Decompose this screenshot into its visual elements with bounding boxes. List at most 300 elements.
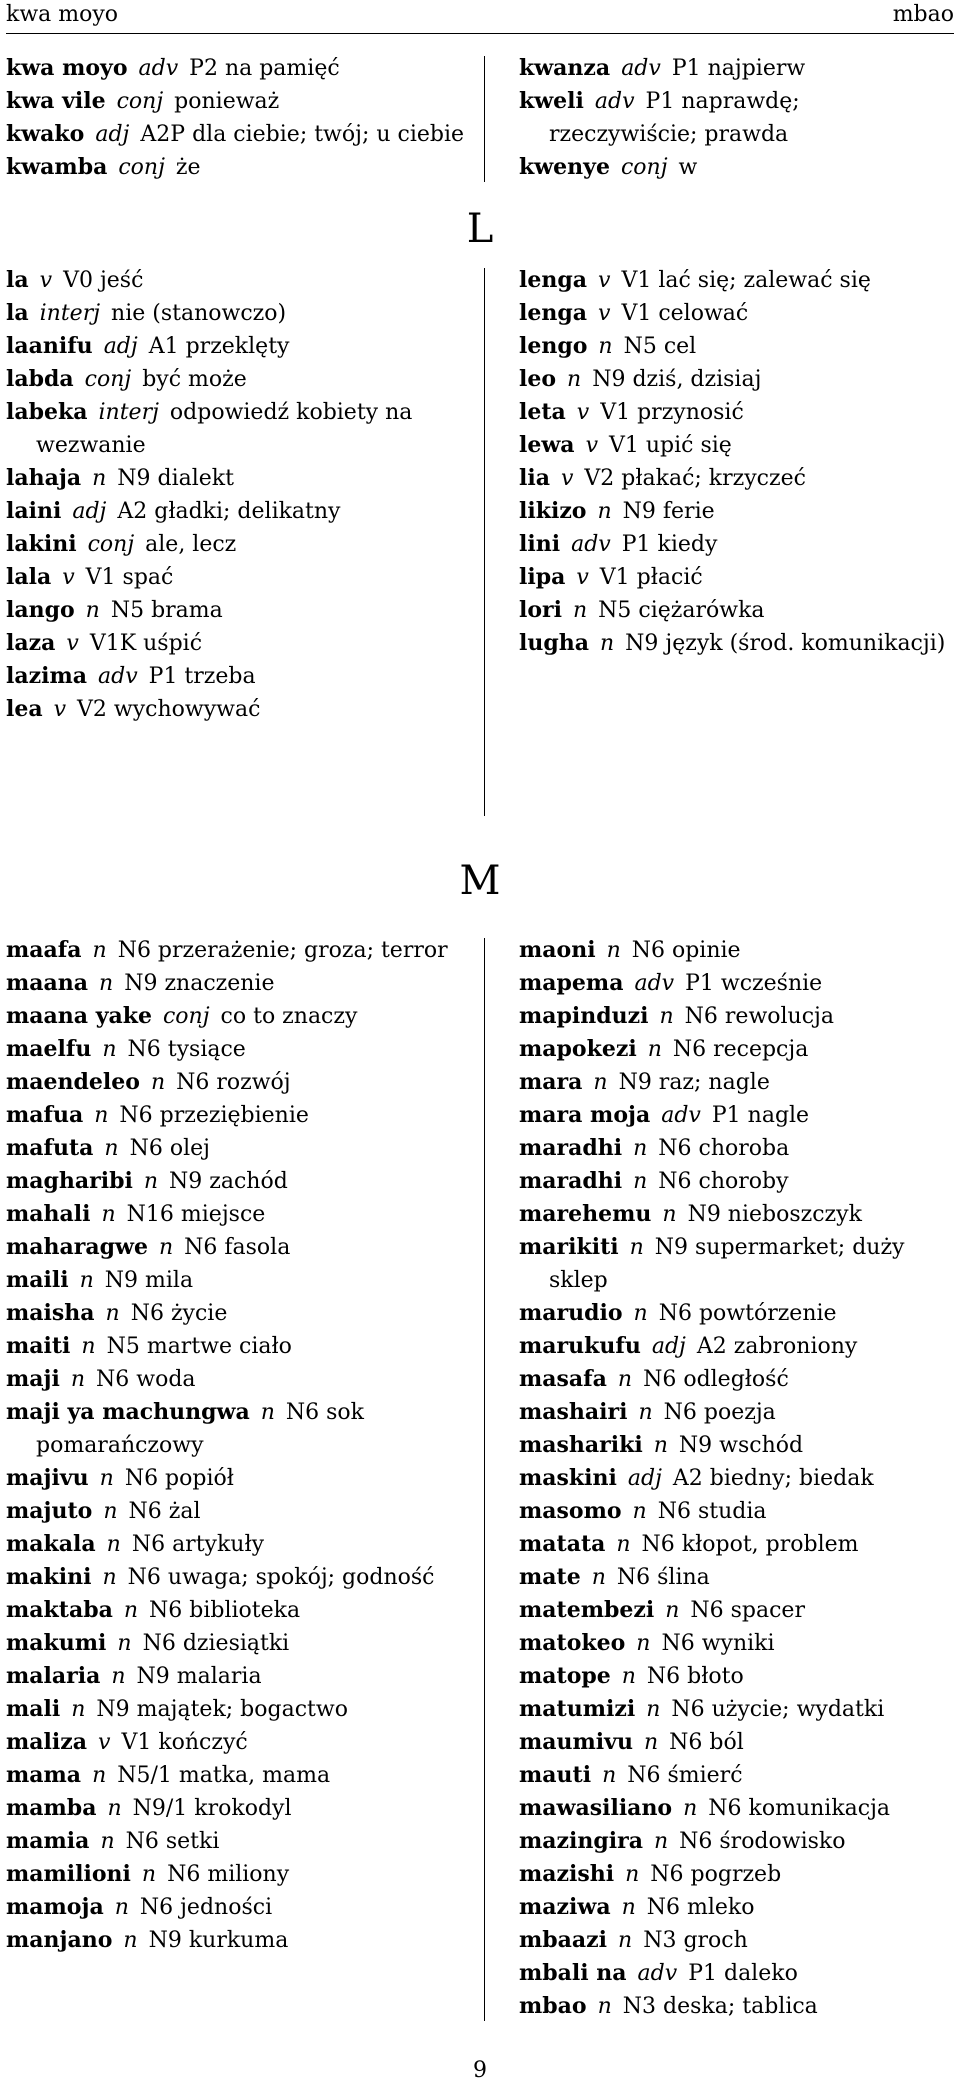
part-of-speech: conj: [116, 89, 164, 114]
headword: mamia: [6, 1828, 90, 1854]
headword: mbali na: [519, 1960, 627, 1986]
definition: N6 pogrzeb: [650, 1862, 782, 1887]
definition: N9 ferie: [622, 499, 715, 524]
dictionary-entry: [6, 967, 484, 1000]
definition: N6 fasola: [184, 1235, 291, 1260]
dictionary-entry: [6, 1099, 484, 1132]
part-of-speech: adj: [627, 1466, 662, 1491]
part-of-speech: n: [143, 1169, 159, 1194]
part-of-speech: v: [598, 268, 611, 293]
part-of-speech: v: [66, 631, 79, 656]
dictionary-entry: [6, 1759, 484, 1792]
definition: A2 zabroniony: [696, 1334, 858, 1359]
definition: P1 naprawdę; rzeczywiście; prawda: [549, 89, 800, 147]
definition: A1 przeklęty: [148, 334, 290, 359]
headword: lini: [519, 531, 561, 557]
running-header-left: kwa moyo: [6, 2, 119, 27]
definition: N9 język (środ. komunikacji): [625, 631, 946, 656]
headword: mazishi: [519, 1861, 615, 1887]
part-of-speech: n: [92, 466, 107, 491]
definition: V1 przynosić: [600, 400, 744, 425]
part-of-speech: n: [633, 1169, 648, 1194]
headword: lazima: [6, 663, 87, 689]
headword: mama: [6, 1762, 82, 1788]
part-of-speech: adv: [594, 89, 635, 114]
part-of-speech: n: [632, 1499, 647, 1524]
headword: malaria: [6, 1663, 101, 1689]
dictionary-entry: [519, 1627, 955, 1660]
section-m-left-column: [6, 934, 484, 1957]
dictionary-entry: [519, 1495, 955, 1528]
dictionary-entry: [6, 1231, 484, 1264]
part-of-speech: n: [104, 1136, 119, 1161]
dictionary-entry: [6, 1528, 484, 1561]
definition: N9 wschód: [678, 1433, 804, 1458]
dictionary-entry: [519, 528, 955, 561]
part-of-speech: n: [659, 1004, 674, 1029]
part-of-speech: n: [572, 598, 588, 623]
definition: N9 znaczenie: [124, 971, 275, 996]
definition: V1 upić się: [609, 433, 732, 458]
dictionary-entry: [6, 1363, 484, 1396]
definition: N9 zachód: [169, 1169, 288, 1194]
dictionary-entry: [519, 1957, 955, 1990]
header-rule: [6, 33, 954, 34]
definition: N6 miliony: [167, 1862, 290, 1887]
headword: mapinduzi: [519, 1003, 649, 1029]
part-of-speech: n: [99, 971, 114, 996]
definition: N6 jedności: [139, 1895, 273, 1920]
part-of-speech: adv: [138, 56, 179, 81]
definition: N6 choroby: [658, 1169, 789, 1194]
definition: V1 lać się; zalewać się: [621, 268, 871, 293]
headword: maradhi: [519, 1135, 623, 1161]
dictionary-entry: [519, 1891, 955, 1924]
part-of-speech: n: [260, 1400, 275, 1425]
headword: marikiti: [519, 1234, 619, 1260]
headword: lugha: [519, 630, 589, 656]
part-of-speech: v: [598, 301, 611, 326]
part-of-speech: adv: [661, 1103, 701, 1128]
part-of-speech: n: [106, 1532, 121, 1557]
dictionary-entry: [6, 561, 484, 594]
definition: co to znaczy: [220, 1004, 358, 1029]
dictionary-entry: [6, 1198, 484, 1231]
definition: N9 mila: [104, 1268, 194, 1293]
section-letter-l: L: [466, 206, 494, 252]
definition: N6 rewolucja: [684, 1004, 834, 1029]
part-of-speech: n: [123, 1928, 138, 1953]
definition: N6 rozwój: [176, 1070, 291, 1095]
definition: V1 celować: [621, 301, 749, 326]
part-of-speech: n: [141, 1862, 157, 1887]
definition: N16 miejsce: [126, 1202, 266, 1227]
headword: lengo: [519, 333, 588, 359]
dictionary-entry: [6, 462, 484, 495]
dictionary-entry: [519, 627, 955, 660]
definition: N6 odległość: [643, 1367, 789, 1392]
definition: V1 spać: [85, 565, 174, 590]
dictionary-entry: [6, 151, 484, 184]
dictionary-entry: [6, 1561, 484, 1594]
dictionary-entry: [6, 627, 484, 660]
definition: nie (stanowczo): [111, 301, 287, 326]
definition: N9 dialekt: [117, 466, 234, 491]
headword: mazingira: [519, 1828, 643, 1854]
dictionary-entry: [6, 1660, 484, 1693]
dictionary-entry: [6, 85, 484, 118]
dictionary-entry: [519, 1033, 955, 1066]
dictionary-entry: [6, 264, 484, 297]
definition: P1 trzeba: [148, 664, 256, 689]
definition: P1 kiedy: [621, 532, 718, 557]
definition: P1 daleko: [688, 1961, 798, 1986]
part-of-speech: n: [123, 1598, 139, 1623]
part-of-speech: n: [85, 598, 100, 623]
definition: N6 żal: [128, 1499, 201, 1524]
dictionary-entry: [6, 1066, 484, 1099]
definition: ale, lecz: [145, 532, 237, 557]
part-of-speech: v: [62, 565, 75, 590]
definition: N6 powtórzenie: [658, 1301, 837, 1326]
part-of-speech: n: [81, 1334, 96, 1359]
part-of-speech: n: [107, 1796, 122, 1821]
definition: V2 płakać; krzyczeć: [584, 466, 806, 491]
part-of-speech: n: [621, 1895, 636, 1920]
part-of-speech: n: [633, 1301, 648, 1326]
headword: lenga: [519, 267, 587, 293]
headword: maana: [6, 970, 89, 996]
part-of-speech: v: [53, 697, 67, 722]
definition: N6 woda: [96, 1367, 196, 1392]
headword: lori: [519, 597, 562, 623]
part-of-speech: adv: [571, 532, 611, 557]
definition: N6 ból: [669, 1730, 744, 1755]
dictionary-entry: [519, 1660, 955, 1693]
part-of-speech: n: [114, 1895, 129, 1920]
part-of-speech: n: [100, 1829, 115, 1854]
dictionary-entry: [519, 264, 955, 297]
dictionary-entry: [519, 1099, 955, 1132]
part-of-speech: n: [653, 1433, 668, 1458]
headword: laza: [6, 630, 56, 656]
headword: matumizi: [519, 1696, 636, 1722]
headword: maafa: [6, 937, 82, 963]
headword: mawasiliano: [519, 1795, 673, 1821]
running-header-right: mbao: [892, 2, 954, 27]
part-of-speech: n: [633, 1136, 648, 1161]
dictionary-entry: [6, 1396, 484, 1462]
definition: N6 przeziębienie: [119, 1103, 309, 1128]
dictionary-entry: [519, 462, 955, 495]
dictionary-entry: [519, 52, 955, 85]
section-k-left-column: [6, 52, 484, 184]
part-of-speech: n: [625, 1862, 640, 1887]
dictionary-entry: [519, 1825, 955, 1858]
part-of-speech: conj: [620, 155, 668, 180]
dictionary-entry: [6, 594, 484, 627]
headword: maji: [6, 1366, 60, 1392]
definition: N6 sok pomarańczowy: [36, 1400, 364, 1458]
definition: N9 dziś, dzisiaj: [592, 367, 762, 392]
headword: laini: [6, 498, 62, 524]
definition: N9 malaria: [136, 1664, 262, 1689]
headword: manjano: [6, 1927, 113, 1953]
column-separator: [484, 56, 485, 182]
dictionary-entry: [519, 297, 955, 330]
headword: lenga: [519, 300, 587, 326]
dictionary-entry: [519, 1132, 955, 1165]
headword: majuto: [6, 1498, 93, 1524]
headword: mali: [6, 1696, 61, 1722]
headword: matope: [519, 1663, 611, 1689]
dictionary-entry: [6, 1033, 484, 1066]
headword: kwanza: [519, 55, 611, 81]
headword: leo: [519, 366, 557, 392]
headword: labeka: [6, 399, 88, 425]
part-of-speech: n: [79, 1268, 94, 1293]
definition: N6 opinie: [631, 938, 741, 963]
part-of-speech: n: [643, 1730, 659, 1755]
dictionary-entry: [6, 363, 484, 396]
definition: V0 jeść: [63, 268, 144, 293]
part-of-speech: n: [92, 938, 107, 963]
part-of-speech: v: [98, 1730, 111, 1755]
headword: maumivu: [519, 1729, 633, 1755]
headword: lipa: [519, 564, 566, 590]
part-of-speech: n: [629, 1235, 644, 1260]
dictionary-entry: [519, 1693, 955, 1726]
dictionary-entry: [6, 660, 484, 693]
dictionary-entry: [6, 1924, 484, 1957]
dictionary-entry: [519, 363, 955, 396]
part-of-speech: n: [665, 1598, 680, 1623]
headword: makala: [6, 1531, 96, 1557]
headword: maiti: [6, 1333, 71, 1359]
dictionary-entry: [519, 1792, 955, 1825]
dictionary-entry: [519, 934, 955, 967]
part-of-speech: n: [618, 1928, 633, 1953]
dictionary-entry: [6, 495, 484, 528]
definition: odpowiedź kobiety na wezwanie: [36, 400, 413, 458]
definition: N5 brama: [110, 598, 223, 623]
part-of-speech: adj: [103, 334, 138, 359]
headword: kwa moyo: [6, 55, 128, 81]
dictionary-entry: [519, 1594, 955, 1627]
headword: kweli: [519, 88, 584, 114]
headword: lakini: [6, 531, 77, 557]
headword: mbao: [519, 1993, 587, 2019]
headword: mashariki: [519, 1432, 643, 1458]
definition: N6 uwaga; spokój; godność: [127, 1565, 435, 1590]
part-of-speech: n: [638, 1400, 653, 1425]
dictionary-entry: [6, 396, 484, 462]
part-of-speech: n: [591, 1565, 606, 1590]
dictionary-entry: [519, 1363, 955, 1396]
definition: V1 płacić: [599, 565, 703, 590]
page-number: 9: [473, 2058, 487, 2083]
dictionary-entry: [6, 1825, 484, 1858]
definition: N5/1 matka, mama: [117, 1763, 331, 1788]
part-of-speech: n: [101, 1202, 116, 1227]
definition: N6 ślina: [616, 1565, 710, 1590]
dictionary-entry: [6, 934, 484, 967]
dictionary-entry: [519, 1561, 955, 1594]
part-of-speech: n: [102, 1037, 117, 1062]
part-of-speech: n: [621, 1664, 636, 1689]
part-of-speech: n: [602, 1763, 617, 1788]
dictionary-entry: [6, 330, 484, 363]
headword: majivu: [6, 1465, 89, 1491]
dictionary-entry: [519, 1759, 955, 1792]
headword: kwamba: [6, 154, 108, 180]
definition: N6 artykuły: [131, 1532, 265, 1557]
definition: N6 kłopot, problem: [641, 1532, 859, 1557]
part-of-speech: conj: [84, 367, 132, 392]
headword: marukufu: [519, 1333, 641, 1359]
headword: labda: [6, 366, 74, 392]
definition: N6 poezja: [663, 1400, 776, 1425]
headword: maskini: [519, 1465, 617, 1491]
part-of-speech: n: [111, 1664, 126, 1689]
definition: A2P dla ciebie; twój; u ciebie: [140, 122, 465, 147]
definition: N9 supermarket; duży sklep: [549, 1235, 905, 1293]
definition: N6 wyniki: [661, 1631, 775, 1656]
part-of-speech: adv: [637, 1961, 678, 1986]
dictionary-entry: [6, 1264, 484, 1297]
headword: likizo: [519, 498, 587, 524]
dictionary-entry: [519, 1297, 955, 1330]
dictionary-entry: [519, 967, 955, 1000]
part-of-speech: n: [647, 1037, 662, 1062]
headword: maktaba: [6, 1597, 113, 1623]
dictionary-entry: [519, 85, 955, 151]
part-of-speech: n: [567, 367, 582, 392]
section-k-right-column: [519, 52, 955, 184]
dictionary-entry: [519, 1462, 955, 1495]
definition: N6 choroba: [658, 1136, 790, 1161]
definition: V1K uśpić: [89, 631, 203, 656]
definition: N3 deska; tablica: [622, 1994, 818, 2019]
definition: ponieważ: [174, 89, 280, 114]
headword: lea: [6, 696, 43, 722]
dictionary-entry: [6, 1297, 484, 1330]
part-of-speech: conj: [118, 155, 165, 180]
definition: P2 na pamięć: [189, 56, 340, 81]
headword: marudio: [519, 1300, 623, 1326]
dictionary-entry: [6, 1726, 484, 1759]
headword: mahali: [6, 1201, 91, 1227]
definition: N6 komunikacja: [708, 1796, 891, 1821]
part-of-speech: n: [646, 1697, 661, 1722]
headword: maisha: [6, 1300, 95, 1326]
dictionary-entry: [519, 561, 955, 594]
part-of-speech: n: [636, 1631, 651, 1656]
headword: mamilioni: [6, 1861, 131, 1887]
part-of-speech: adv: [634, 971, 675, 996]
headword: maharagwe: [6, 1234, 148, 1260]
dictionary-entry: [6, 1495, 484, 1528]
definition: A2 biedny; biedak: [672, 1466, 874, 1491]
dictionary-entry: [519, 594, 955, 627]
definition: N6 śmierć: [627, 1763, 743, 1788]
definition: V1 kończyć: [121, 1730, 248, 1755]
dictionary-entry: [6, 1693, 484, 1726]
headword: mamoja: [6, 1894, 104, 1920]
headword: masafa: [519, 1366, 607, 1392]
headword: mapema: [519, 970, 624, 996]
definition: N6 środowisko: [679, 1829, 846, 1854]
column-separator: [484, 268, 485, 816]
definition: N9 majątek; bogactwo: [96, 1697, 348, 1722]
part-of-speech: adv: [621, 56, 661, 81]
dictionary-entry: [519, 429, 955, 462]
part-of-speech: n: [99, 1466, 114, 1491]
definition: N6 dziesiątki: [142, 1631, 290, 1656]
part-of-speech: n: [597, 499, 612, 524]
headword: magharibi: [6, 1168, 133, 1194]
definition: N5 cel: [623, 334, 697, 359]
dictionary-entry: [6, 1792, 484, 1825]
headword: mafua: [6, 1102, 84, 1128]
dictionary-entry: [519, 495, 955, 528]
headword: maana yake: [6, 1003, 152, 1029]
definition: być może: [142, 367, 247, 392]
part-of-speech: n: [598, 334, 613, 359]
dictionary-entry: [519, 1198, 955, 1231]
headword: makini: [6, 1564, 92, 1590]
definition: N6 tysiące: [127, 1037, 246, 1062]
part-of-speech: adj: [72, 499, 107, 524]
headword: maoni: [519, 937, 596, 963]
headword: mauti: [519, 1762, 592, 1788]
dictionary-entry: [6, 1891, 484, 1924]
dictionary-entry: [519, 1066, 955, 1099]
dictionary-entry: [6, 1000, 484, 1033]
headword: maradhi: [519, 1168, 623, 1194]
part-of-speech: n: [105, 1301, 120, 1326]
definition: N3 groch: [643, 1928, 748, 1953]
part-of-speech: v: [576, 400, 590, 425]
part-of-speech: n: [92, 1763, 107, 1788]
part-of-speech: v: [39, 268, 53, 293]
headword: matokeo: [519, 1630, 626, 1656]
part-of-speech: n: [593, 1070, 608, 1095]
headword: mara moja: [519, 1102, 651, 1128]
definition: że: [175, 155, 201, 180]
part-of-speech: conj: [87, 532, 135, 557]
dictionary-entry: [519, 1165, 955, 1198]
definition: P1 nagle: [711, 1103, 810, 1128]
part-of-speech: n: [71, 1697, 86, 1722]
headword: mate: [519, 1564, 581, 1590]
headword: mamba: [6, 1795, 97, 1821]
headword: kwenye: [519, 154, 610, 180]
definition: N6 błoto: [646, 1664, 744, 1689]
definition: N6 olej: [129, 1136, 210, 1161]
definition: N9 kurkuma: [148, 1928, 289, 1953]
dictionary-entry: [6, 118, 484, 151]
dictionary-entry: [519, 1528, 955, 1561]
part-of-speech: n: [150, 1070, 166, 1095]
definition: N5 martwe ciało: [106, 1334, 292, 1359]
definition: N5 ciężarówka: [598, 598, 765, 623]
headword: mapokezi: [519, 1036, 637, 1062]
definition: V2 wychowywać: [77, 697, 261, 722]
headword: maelfu: [6, 1036, 92, 1062]
definition: w: [678, 155, 698, 180]
headword: maendeleo: [6, 1069, 140, 1095]
